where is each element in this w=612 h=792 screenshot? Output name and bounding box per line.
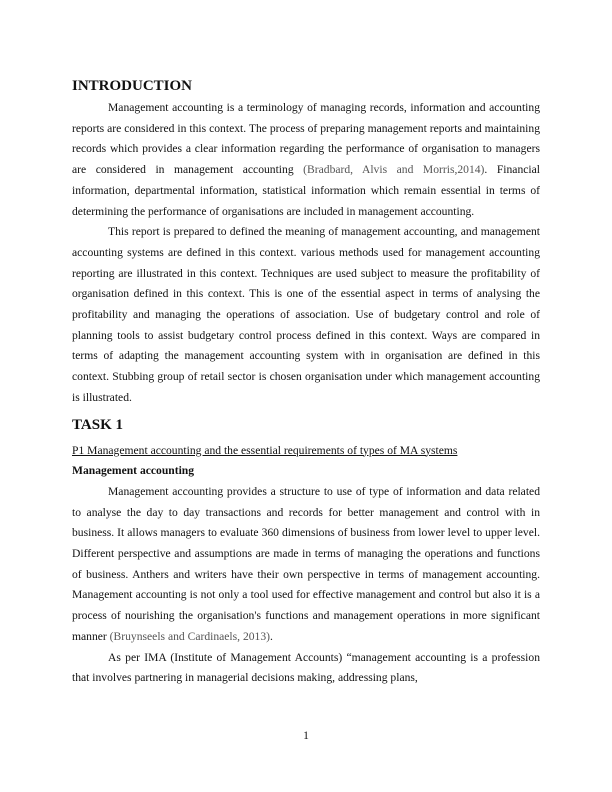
task1-paragraph-1: [72, 482, 540, 648]
page-number: 1: [303, 729, 309, 742]
introduction-heading: INTRODUCTION: [72, 78, 193, 94]
introduction-paragraph-2: This report is prepared to defined the meaning of management accounting, and management accounting systems are defined in this context. various methods used for management accounting reporting are illustrated in this context. Techniques are used subject to measure the profitability of organisation defined in this context. This is one of the essential aspect in terms of analysing the profitability and managing the operations of association. Use of budgetary control and role of planning tools to assist budgetary control process defined in this context. Ways are compared in terms of adapting the management accounting system with in organisation are defined in this context. Stubbing group of retail sector is chosen organisation under which management accounting is illustrated.: [72, 225, 540, 404]
task1-paragraph-2: As per IMA (Institute of Management Accounts) “management accounting is a profession that involves partnering in managerial decisions making, addressing plans,: [72, 650, 540, 685]
citation-bruynseels: (Bruynseels and Cardinaels, 2013): [109, 629, 271, 643]
task1-paragraph-1-tail: .: [270, 629, 273, 643]
page-body: [72, 76, 540, 689]
introduction-paragraph-1-text: Management accounting is a terminology of managing records, information and accounting reports are considered in this context. The process of preparing management reports and maintaining records which provides a clear information regarding the performance of organisation to managers are considered in management accounting: [72, 101, 540, 177]
introduction-paragraph-1-tail: . Financial information, departmental information, statistical information which remain essential in terms of determining the performance of organisations are included in management accounting.: [72, 163, 540, 218]
task1-paragraph-1-text: Management accounting provides a structure to use of type of information and data related to analyse the day to day transactions and records for better management and control with in business. It allows managers to evaluate 360 dimensions of business from lower level to upper level. Different perspective and assumptions are made in terms of managing the operations and functions of business. Anthers and writers have their own perspective in terms of management accounting. Management accounting is not only a tool used for effective management and control but also it is a process of nourishing the organisation's functions and management operations in more significant manner: [72, 484, 540, 643]
management-accounting-heading: Management accounting: [72, 464, 195, 478]
task1-heading: TASK 1: [72, 416, 123, 433]
task1-subheading: P1 Management accounting and the essential requirements of types of MA systems: [72, 443, 458, 457]
introduction-paragraph-1: [72, 98, 540, 222]
citation-bradbard: (Bradbard, Alvis and Morris,2014): [303, 163, 485, 177]
